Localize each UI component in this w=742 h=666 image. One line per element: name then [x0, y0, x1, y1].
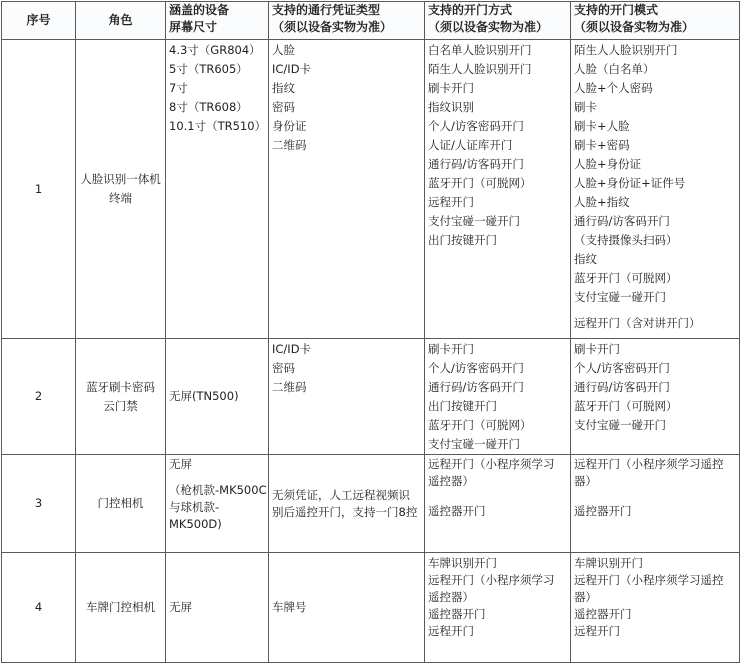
row3-methods — [428, 456, 568, 520]
column-divider — [165, 1, 166, 663]
list-item: 遥控器） — [428, 590, 474, 604]
list-item: 器） — [574, 590, 597, 604]
column-divider — [570, 1, 571, 663]
list-item: 8寸（TR608） — [169, 100, 248, 114]
list-item: 通行码/访客码开门 — [574, 214, 670, 228]
row1-credentials — [272, 41, 422, 155]
list-item: 出门按键开门 — [428, 233, 497, 247]
list-item: 远程开门 — [428, 195, 474, 209]
list-item: 远程开门（小程序须学习遥控 — [574, 457, 724, 471]
list-item: IC/ID卡 — [272, 62, 312, 76]
row3-modes — [574, 456, 737, 520]
list-item: 陌生人人脸识别开门 — [428, 62, 532, 76]
list-item: 二维码 — [272, 138, 307, 152]
list-item: 人证/人证库开门 — [428, 138, 513, 152]
list-item: 密码 — [272, 100, 295, 114]
header-modes: 支持的开门模式 （须以设备实物为准） — [574, 3, 695, 34]
list-item: 器） — [574, 474, 597, 488]
list-item: 通行码/访客码开门 — [428, 380, 524, 394]
header-methods: 支持的开门方式 （须以设备实物为准） — [428, 3, 549, 34]
list-item: 车牌识别开门 — [574, 556, 643, 570]
header-devices: 涵盖的设备 屏幕尺寸 — [169, 3, 230, 34]
list-item: 支付宝碰一碰开门 — [574, 418, 666, 432]
row3-role: 门控相机 — [97, 496, 144, 510]
list-item: 个人/访客密码开门 — [428, 361, 524, 375]
list-item: 刷卡 — [574, 100, 597, 114]
list-item: 远程开门（小程序须学习 — [428, 573, 555, 587]
row1-role: 人脸识别一体机 终端 — [80, 172, 161, 205]
list-item: 远程开门 — [428, 624, 474, 638]
list-item: 无屏(TN500) — [169, 389, 239, 403]
list-item: 出门按键开门 — [428, 399, 497, 413]
list-item: 遥控器开门 — [574, 607, 632, 621]
list-item: 刷卡开门 — [428, 81, 474, 95]
row1-modes — [574, 41, 737, 333]
list-item: 指纹识别 — [428, 100, 474, 114]
column-divider — [424, 1, 425, 663]
list-item: 刷卡+密码 — [574, 138, 630, 152]
list-item: 陌生人人脸识别开门 — [574, 43, 678, 57]
list-item: 无须凭证，人工远程视频识 — [272, 487, 410, 502]
list-item: 别后遥控开门，支持一门8控 — [272, 504, 418, 519]
list-item: 人脸（白名单） — [574, 62, 655, 76]
list-item: 人脸+身份证+证件号 — [574, 176, 686, 190]
list-item: 10.1寸（TR510） — [169, 119, 267, 133]
list-item: 指纹 — [574, 252, 597, 266]
list-item: 密码 — [272, 361, 295, 375]
column-divider — [268, 1, 269, 663]
list-item: 二维码 — [272, 380, 307, 394]
list-item: 个人/访客密码开门 — [428, 119, 524, 133]
list-item: 蓝牙开门（可脱网） — [574, 399, 678, 413]
row1-index: 1 — [34, 181, 43, 196]
list-item: 个人/访客密码开门 — [574, 361, 670, 375]
list-item: 车牌号 — [272, 600, 307, 614]
header-role: 角色 — [108, 13, 133, 27]
row4-modes — [574, 555, 737, 640]
row2-methods — [428, 340, 568, 454]
list-item: 人脸+个人密码 — [574, 81, 653, 95]
row2-modes — [574, 340, 737, 435]
row2-role: 蓝牙刷卡密码 云门禁 — [86, 379, 155, 413]
list-item: 远程开门 — [574, 624, 620, 638]
row4-methods — [428, 555, 568, 640]
list-item: 刷卡开门 — [574, 342, 620, 356]
list-item: 车牌识别开门 — [428, 556, 497, 570]
row2-credentials — [272, 340, 422, 397]
header-credentials: 支持的通行凭证类型 （须以设备实物为准） — [272, 3, 393, 34]
list-item: 白名单人脸识别开门 — [428, 43, 532, 57]
list-item: 蓝牙开门（可脱网） — [574, 271, 678, 285]
list-item: 通行码/访客码开门 — [428, 157, 524, 171]
list-item: 遥控器开门 — [428, 607, 486, 621]
list-item: 遥控器开门 — [574, 504, 632, 518]
list-item: 远程开门（含对讲开门） — [574, 316, 701, 330]
header-index: 序号 — [26, 13, 51, 27]
list-item: 远程开门（小程序须学习 — [428, 457, 555, 471]
list-item: 7寸 — [169, 81, 188, 95]
list-item: （枪机款-MK500C — [169, 483, 267, 497]
list-item: 人脸 — [272, 43, 295, 57]
list-item: 身份证 — [272, 119, 307, 133]
list-item: 远程开门（小程序须学习遥控 — [574, 573, 724, 587]
row-divider — [1, 662, 740, 663]
list-item: 遥控器开门 — [428, 504, 486, 518]
list-item: 人脸+身份证 — [574, 157, 642, 171]
list-item: 与球机款- — [169, 500, 220, 514]
list-item: 无屏 — [169, 457, 192, 471]
list-item: IC/ID卡 — [272, 342, 312, 356]
row3-credentials — [272, 455, 424, 552]
list-item: 支付宝碰一碰开门 — [428, 214, 520, 228]
column-divider — [739, 1, 740, 663]
list-item: 支付宝碰一碰开门 — [428, 437, 520, 451]
list-item: （支持摄像头扫码） — [574, 233, 678, 247]
list-item: 无屏 — [169, 600, 192, 614]
row4-index: 4 — [34, 600, 43, 614]
row4-credentials — [272, 553, 422, 662]
row1-devices — [169, 41, 265, 136]
list-item: 5寸（TR605） — [169, 62, 248, 76]
list-item: 蓝牙开门（可脱网） — [428, 418, 532, 432]
row3-devices — [169, 456, 265, 533]
list-item: 指纹 — [272, 81, 295, 95]
row2-devices — [169, 339, 265, 454]
list-item: 刷卡开门 — [428, 342, 474, 356]
row4-role: 车牌门控相机 — [86, 600, 155, 614]
row1-methods — [428, 41, 568, 250]
list-item: 支付宝碰一碰开门 — [574, 290, 666, 304]
list-item: 遥控器） — [428, 474, 474, 488]
row4-devices — [169, 553, 265, 662]
list-item: 通行码/访客码开门 — [574, 380, 670, 394]
list-item: 刷卡+人脸 — [574, 119, 630, 133]
row2-index: 2 — [34, 389, 43, 403]
list-item: MK500D) — [169, 517, 222, 531]
list-item: 人脸+指纹 — [574, 195, 630, 209]
list-item: 蓝牙开门（可脱网） — [428, 176, 532, 190]
list-item: 4.3寸（GR804） — [169, 43, 261, 57]
row3-index: 3 — [34, 496, 43, 510]
